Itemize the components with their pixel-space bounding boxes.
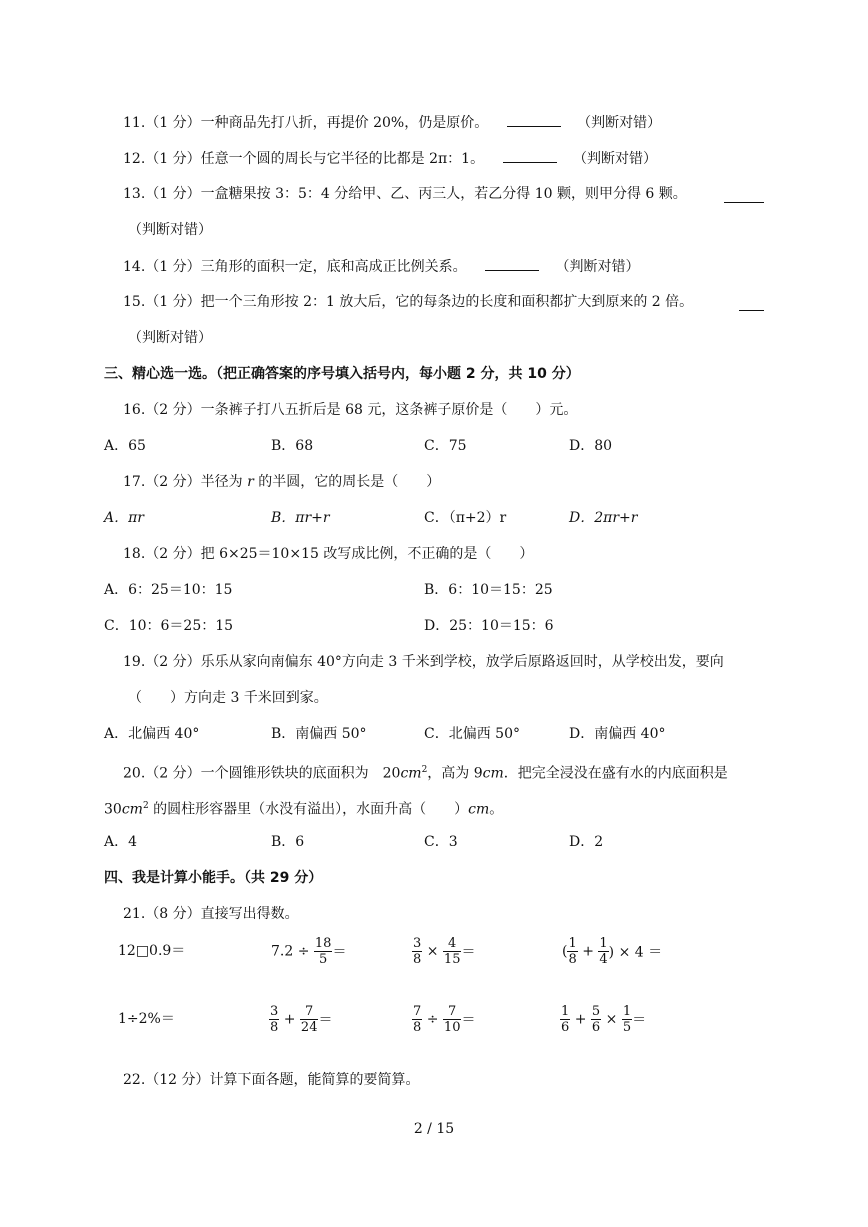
denominator: 8: [270, 1020, 279, 1035]
unit-cm: cm: [400, 765, 422, 782]
unit-square: 2: [421, 765, 428, 775]
question-text: 15.（1 分）把一个三角形按 2：1 放大后，它的每条边的长度和面积都扩大到原来的 2 倍。: [123, 294, 694, 310]
fraction: [443, 936, 462, 967]
option-d[interactable]: D．80: [569, 438, 613, 454]
option-c[interactable]: C．（π+2）r: [424, 510, 507, 526]
equals-sign: ＝: [332, 944, 347, 961]
variable-r: r: [247, 474, 254, 490]
option-b[interactable]: B．6: [271, 834, 305, 850]
operator: +: [574, 1011, 587, 1028]
equals-sign: ＝: [461, 1012, 476, 1029]
fraction: [314, 936, 333, 967]
question-text: 30: [104, 801, 122, 818]
numerator: 1: [568, 936, 577, 951]
denominator: 24: [300, 1020, 318, 1035]
numerator: 5: [591, 1004, 601, 1019]
question-text: 13.（1 分）一盒糖果按 3：5：4 分给甲、乙、丙三人，若乙分得 10 颗，则甲分得 6 颗。: [123, 186, 687, 202]
fraction: [567, 936, 577, 967]
unit-square: 2: [142, 801, 149, 811]
unit-cm: cm: [121, 801, 143, 818]
question-text: 17.（2 分）半径为: [123, 474, 248, 490]
denominator: 5: [622, 1020, 632, 1035]
option-b[interactable]: B．南偏西 50°: [271, 726, 367, 742]
judge-hint: （判断对错）: [128, 222, 212, 238]
numerator: 3: [270, 1004, 279, 1019]
option-d[interactable]: D．25：10＝15：6: [424, 618, 554, 634]
judge-hint: （判断对错）: [577, 115, 662, 131]
judge-hint: （判断对错）: [573, 151, 657, 167]
calc-operand: 7.2 ÷: [271, 943, 310, 960]
operator: ÷: [426, 1011, 439, 1028]
question-22: 22.（12 分）计算下面各题，能简算的要简算。: [123, 1072, 420, 1088]
fraction: [560, 1004, 570, 1035]
denominator: 4: [599, 952, 608, 967]
fraction: [598, 936, 608, 967]
question-20-line-1: [123, 760, 728, 784]
question-19-line-2: （ ）方向走 3 千米回到家。: [128, 690, 328, 706]
calc-expression: 12□0.9＝: [118, 943, 186, 959]
question-12: [123, 148, 657, 169]
option-a[interactable]: A．4: [104, 834, 138, 850]
calc-item: [269, 1004, 332, 1035]
option-d[interactable]: D．2πr+r: [569, 510, 638, 526]
numerator: 3: [413, 936, 422, 951]
denominator: 15: [443, 952, 461, 967]
question-text: 12.（1 分）任意一个圆的周长与它半径的比都是 2π：1。: [123, 151, 485, 167]
calc-tail: ) × 4 ＝: [608, 944, 663, 961]
denominator: 8: [413, 952, 422, 967]
operator: +: [582, 943, 594, 960]
question-21: 21.（8 分）直接写出得数。: [123, 906, 299, 922]
calc-item: [271, 936, 346, 967]
question-text: ，高为 9: [427, 765, 483, 782]
denominator: 6: [591, 1020, 601, 1035]
fraction: [622, 1004, 632, 1035]
operator: +: [283, 1011, 296, 1028]
unit-cm: cm: [468, 801, 490, 818]
judge-hint: （判断对错）: [128, 330, 212, 346]
question-17: [123, 472, 440, 492]
question-text: 的圆柱形容器里（水没有溢出），水面升高（ ）: [148, 801, 469, 818]
question-11: [123, 112, 661, 133]
section-3-title: 三、精心选一选。（把正确答案的序号填入括号内，每小题 2 分，共 10 分）: [104, 366, 580, 382]
numerator: 4: [443, 936, 462, 952]
operator: ×: [426, 943, 439, 960]
answer-blank[interactable]: [507, 112, 561, 127]
option-d[interactable]: D．2: [569, 834, 604, 850]
calc-item: [560, 1004, 646, 1035]
denominator: 8: [568, 952, 577, 967]
option-a[interactable]: A．6：25＝10：15: [104, 582, 233, 598]
numerator: 7: [300, 1004, 319, 1020]
question-18: 18.（2 分）把 6×25＝10×15 改写成比例，不正确的是（ ）: [123, 546, 534, 562]
question-14: [123, 256, 640, 277]
equals-sign: ＝: [632, 1012, 647, 1029]
fraction: [300, 1004, 319, 1035]
option-c[interactable]: C．10：6＝25：15: [104, 618, 234, 634]
question-20-line-2: [104, 796, 503, 820]
calc-item: [118, 940, 185, 960]
section-4-title: 四、我是计算小能手。（共 29 分）: [104, 870, 323, 886]
question-15: [123, 292, 693, 312]
fraction: [412, 936, 422, 967]
option-a[interactable]: A．65: [104, 438, 146, 454]
judge-hint: （判断对错）: [555, 259, 640, 275]
numerator: 18: [314, 936, 332, 951]
answer-blank[interactable]: [724, 188, 764, 203]
option-b[interactable]: B．πr+r: [271, 510, 330, 526]
page-number: 2 / 15: [413, 1121, 455, 1137]
fraction: [591, 1004, 601, 1035]
fraction: [443, 1004, 462, 1035]
answer-blank[interactable]: [503, 148, 557, 163]
denominator: 5: [319, 952, 328, 967]
numerator: 1: [622, 1004, 632, 1019]
question-text: 。: [489, 801, 504, 818]
numerator: 7: [413, 1004, 422, 1019]
fraction: [269, 1004, 279, 1035]
answer-blank[interactable]: [485, 256, 539, 271]
option-b[interactable]: B．68: [271, 438, 314, 454]
calc-expression: 1÷2%＝: [118, 1011, 175, 1027]
numerator: 7: [443, 1004, 462, 1020]
denominator: 10: [443, 1020, 461, 1035]
numerator: 1: [599, 936, 608, 951]
question-text: 11.（1 分）一种商品先打八折，再提价 20%，仍是原价。: [123, 115, 489, 131]
question-13: [123, 184, 687, 204]
option-a[interactable]: A．πr: [104, 510, 145, 526]
calc-item: [412, 1004, 475, 1035]
question-text: 的半圆，它的周长是（ ）: [253, 474, 441, 490]
equals-sign: ＝: [461, 944, 476, 961]
denominator: 6: [561, 1020, 570, 1035]
numerator: 1: [561, 1004, 570, 1019]
question-text: 14.（1 分）三角形的面积一定，底和高成正比例关系。: [123, 259, 467, 275]
calc-item: [412, 936, 475, 967]
question-16: 16.（2 分）一条裤子打八五折后是 68 元，这条裤子原价是（ ）元。: [123, 402, 578, 418]
option-b[interactable]: B．6：10＝15：25: [424, 582, 553, 598]
question-text: ．把完全浸没在盛有水的内底面积是: [503, 765, 728, 782]
operator: ×: [605, 1011, 618, 1028]
calc-item: [562, 936, 662, 967]
question-text: 20.（2 分）一个圆锥形铁块的底面积为 20: [123, 765, 401, 782]
option-d[interactable]: D．南偏西 40°: [569, 726, 666, 742]
option-c[interactable]: C．75: [424, 438, 467, 454]
answer-blank[interactable]: [739, 296, 764, 311]
calc-item: [118, 1008, 175, 1028]
option-c[interactable]: C．3: [424, 834, 458, 850]
option-c[interactable]: C．北偏西 50°: [424, 726, 520, 742]
paren: (: [562, 943, 568, 960]
denominator: 8: [413, 1020, 422, 1035]
fraction: [412, 1004, 422, 1035]
question-19-line-1: 19.（2 分）乐乐从家向南偏东 40°方向走 3 千米到学校，放学后原路返回时，从学校出发，要向: [123, 654, 724, 670]
equals-sign: ＝: [318, 1012, 333, 1029]
option-a[interactable]: A．北偏西 40°: [104, 726, 200, 742]
unit-cm: cm: [482, 765, 504, 782]
